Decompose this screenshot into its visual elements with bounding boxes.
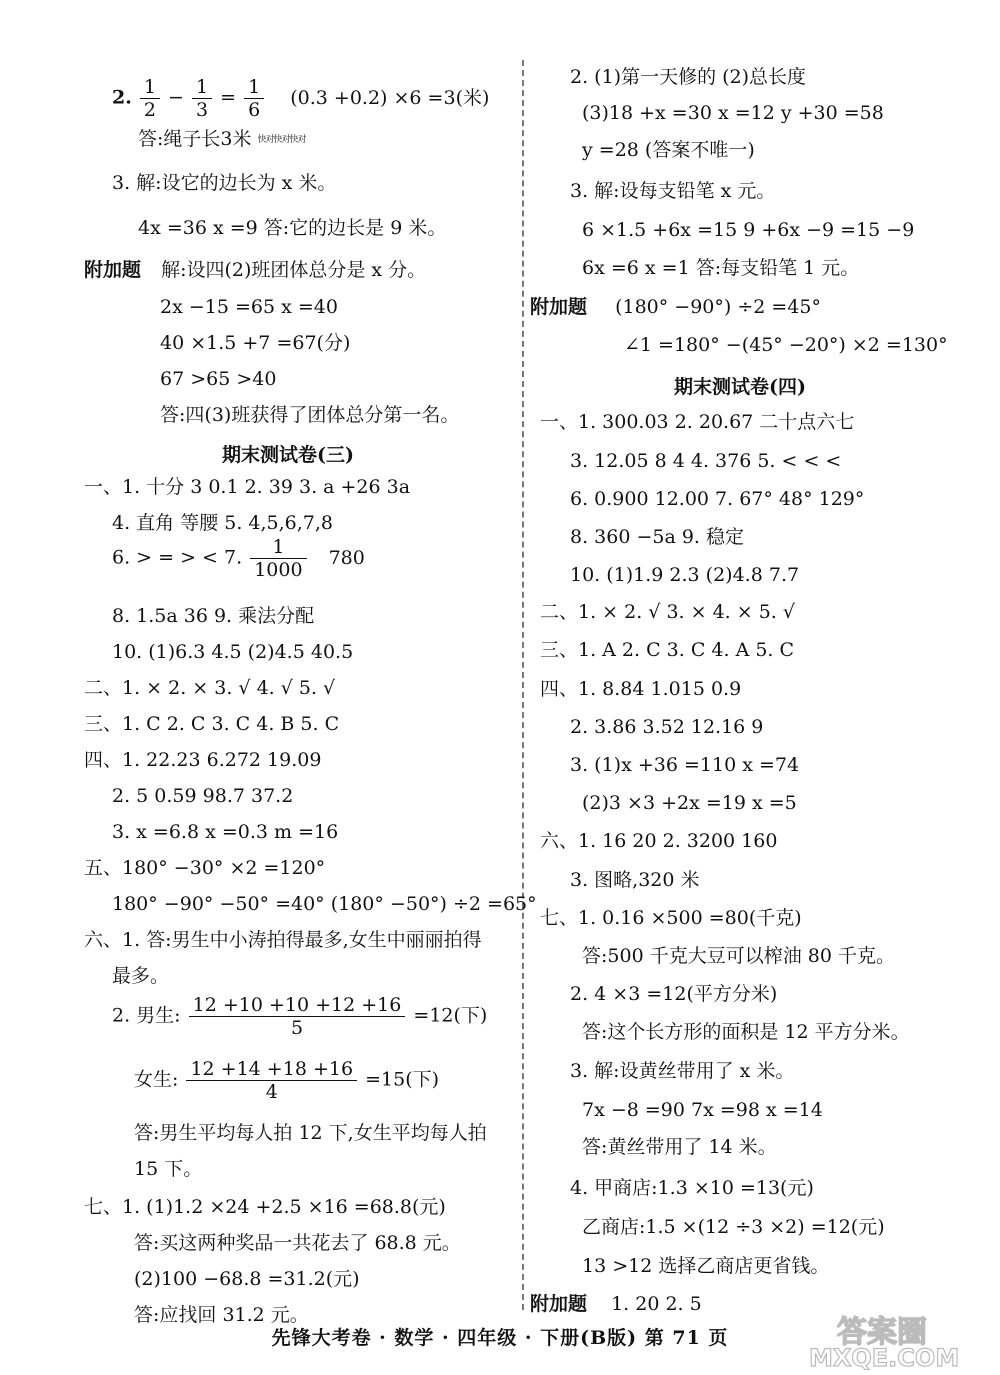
answer-line (112, 536, 365, 581)
answer-text: 解:设四(2)班团体总分是 x 分。 (161, 259, 427, 281)
numerator: 1 (250, 536, 306, 559)
answer-text: 女生: (134, 1068, 179, 1091)
fraction (192, 76, 212, 121)
answer-line: 二、1. × 2. × 3. √ 4. √ 5. √ (84, 677, 336, 699)
answer-line: 五、180° −30° ×2 =120° (84, 857, 326, 879)
fraction (250, 536, 306, 581)
denominator: 4 (265, 1081, 278, 1103)
answer-line: 三、1. C 2. C 3. C 4. B 5. C (84, 713, 340, 735)
answer-line: (3)18 +x =30 x =12 y +30 =58 (582, 102, 884, 124)
answer-line: 3. 解:设它的边长为 x 米。 (112, 172, 337, 194)
answer-line: 15 下。 (134, 1158, 203, 1180)
numerator: 12 +14 +18 +16 (186, 1058, 357, 1081)
answer-line: 三、1. A 2. C 3. C 4. A 5. C (540, 639, 795, 661)
numerator: 1 (192, 76, 212, 99)
answer-line: 乙商店:1.5 ×(12 ÷3 ×2) =12(元) (582, 1216, 885, 1238)
answer-line: 2. 5 0.59 98.7 37.2 (112, 785, 294, 807)
answer-text: 6. > = > < 7. (112, 546, 243, 569)
answer-line: 3. 12.05 8 4 4. 376 5. < < < (570, 450, 842, 472)
answer-line: 答:四(3)班获得了团体总分第一名。 (160, 404, 460, 426)
answer-line: ∠1 =180° −(45° −20°) ×2 =130° (624, 334, 948, 356)
bonus-label: 附加题 (84, 259, 142, 281)
fraction (186, 1058, 357, 1103)
watermark-bottom: MXQE.COM (809, 1344, 960, 1370)
fraction (244, 76, 264, 121)
answer-text: =12(下) (413, 1004, 488, 1027)
denominator: 6 (248, 99, 261, 121)
answer-line: 180° −90° −50° =40° (180° −50°) ÷2 =65° (112, 893, 537, 915)
answer-line: (2)100 −68.8 =31.2(元) (134, 1268, 360, 1290)
answer-line: 8. 360 −5a 9. 稳定 (570, 526, 745, 548)
answer-line: 2. (1)第一天修的 (2)总长度 (570, 66, 807, 88)
answer-line: 4. 直角 等腰 5. 4,5,6,7,8 (112, 512, 334, 534)
answer-line (530, 296, 821, 318)
watermark-logo (775, 1308, 995, 1370)
denominator: 5 (290, 1017, 304, 1039)
answer-line: 一、1. 十分 3 0.1 2. 39 3. a +26 3a (84, 476, 411, 498)
numerator: 1 (244, 76, 264, 99)
answer-line: 答:买这两种奖品一共花去了 68.8 元。 (134, 1232, 461, 1254)
answer-line: 2. 4 ×3 =12(平方分米) (570, 983, 778, 1005)
answer-line (84, 259, 426, 281)
denominator: 1000 (254, 559, 303, 581)
answer-text: (180° −90°) ÷2 =45° (615, 296, 821, 318)
answer-text: 2. 男生: (112, 1004, 181, 1027)
denominator: 2 (143, 99, 156, 121)
equation-text: (0.3 +0.2) ×6 =3(米) (290, 86, 490, 109)
answer-line: 40 ×1.5 +7 =67(分) (160, 332, 351, 354)
answer-text: 780 (328, 546, 365, 569)
answer-line: 6x =6 x =1 答:每支铅笔 1 元。 (582, 257, 860, 279)
answer-text: 1. 20 2. 5 (611, 1293, 702, 1315)
answer-line: 六、1. 答:男生中小涛拍得最多,女生中丽丽拍得 (84, 929, 482, 951)
answer-line: 3. 解:设每支铅笔 x 元。 (570, 180, 776, 202)
answer-text: 答:绳子长3米 (138, 128, 252, 150)
answer-line: 一、1. 300.03 2. 20.67 二十点六七 (540, 411, 855, 433)
numerator: 12 +10 +10 +12 +16 (189, 994, 406, 1017)
stamp-overlay: 快对快对快对 (257, 134, 306, 145)
answer-line: 七、1. 0.16 ×500 =80(千克) (540, 907, 802, 929)
answer-line: 四、1. 8.84 1.015 0.9 (540, 678, 742, 700)
section-title: 期末测试卷(三) (222, 444, 354, 466)
answer-line: 最多。 (112, 965, 170, 987)
item-number: 2. (112, 86, 132, 109)
fraction (140, 76, 160, 121)
answer-line: 二、1. × 2. √ 3. × 4. × 5. √ (540, 601, 795, 623)
answer-line: y =28 (答案不唯一) (582, 139, 755, 161)
answer-line (138, 128, 306, 150)
bonus-label: 附加题 (530, 1293, 588, 1315)
answer-line: 六、1. 16 20 2. 3200 160 (540, 830, 778, 852)
answer-text: =15(下) (365, 1068, 440, 1091)
answer-line: 10. (1)6.3 4.5 (2)4.5 40.5 (112, 641, 354, 663)
answer-line: 8. 1.5a 36 9. 乘法分配 (112, 605, 315, 627)
operator: − (168, 86, 184, 109)
numerator: 1 (140, 76, 160, 99)
answer-line: 4. 甲商店:1.3 ×10 =13(元) (570, 1177, 814, 1199)
answer-line (134, 1058, 439, 1103)
answer-line: 七、1. (1)1.2 ×24 +2.5 ×16 =68.8(元) (84, 1196, 446, 1218)
fraction (189, 994, 406, 1039)
page-footer: 先锋大考卷 · 数学 · 四年级 · 下册(B版) 第 71 页 (271, 1327, 729, 1349)
answer-line: 4x =36 x =9 答:它的边长是 9 米。 (138, 217, 447, 239)
answer-line: 7x −8 =90 7x =98 x =14 (582, 1099, 823, 1121)
answer-line (112, 76, 489, 121)
watermark-top: 答案圈 (837, 1315, 927, 1350)
bonus-label: 附加题 (530, 296, 588, 318)
answer-line: 3. (1)x +36 =110 x =74 (570, 754, 800, 776)
answer-line: 6 ×1.5 +6x =15 9 +6x −9 =15 −9 (582, 219, 915, 241)
answer-line: 答:应找回 31.2 元。 (134, 1304, 309, 1326)
answer-line: 67 >65 >40 (160, 368, 277, 390)
answer-line: 3. 图略,320 米 (570, 869, 700, 891)
answer-line: 10. (1)1.9 2.3 (2)4.8 7.7 (570, 564, 800, 586)
answer-line: 13 >12 选择乙商店更省钱。 (582, 1255, 830, 1277)
denominator: 3 (196, 99, 209, 121)
answer-line: 6. 0.900 12.00 7. 67° 48° 129° (570, 488, 865, 510)
answer-line (530, 1293, 702, 1315)
answer-line: (2)3 ×3 +2x =19 x =5 (582, 792, 797, 814)
answer-line: 2x −15 =65 x =40 (160, 296, 338, 318)
answer-line: 答:男生平均每人拍 12 下,女生平均每人拍 (134, 1122, 487, 1144)
section-title: 期末测试卷(四) (674, 376, 806, 398)
answer-line: 四、1. 22.23 6.272 19.09 (84, 749, 322, 771)
operator: = (220, 86, 237, 109)
column-divider (522, 60, 524, 1310)
answer-line (112, 994, 487, 1039)
answer-line: 答:黄丝带用了 14 米。 (582, 1136, 777, 1158)
answer-line: 3. x =6.8 x =0.3 m =16 (112, 821, 339, 843)
answer-line: 2. 3.86 3.52 12.16 9 (570, 716, 764, 738)
answer-line: 3. 解:设黄丝带用了 x 米。 (570, 1060, 795, 1082)
answer-line: 答:这个长方形的面积是 12 平方分米。 (582, 1021, 910, 1043)
answer-line: 答:500 千克大豆可以榨油 80 千克。 (582, 945, 895, 967)
